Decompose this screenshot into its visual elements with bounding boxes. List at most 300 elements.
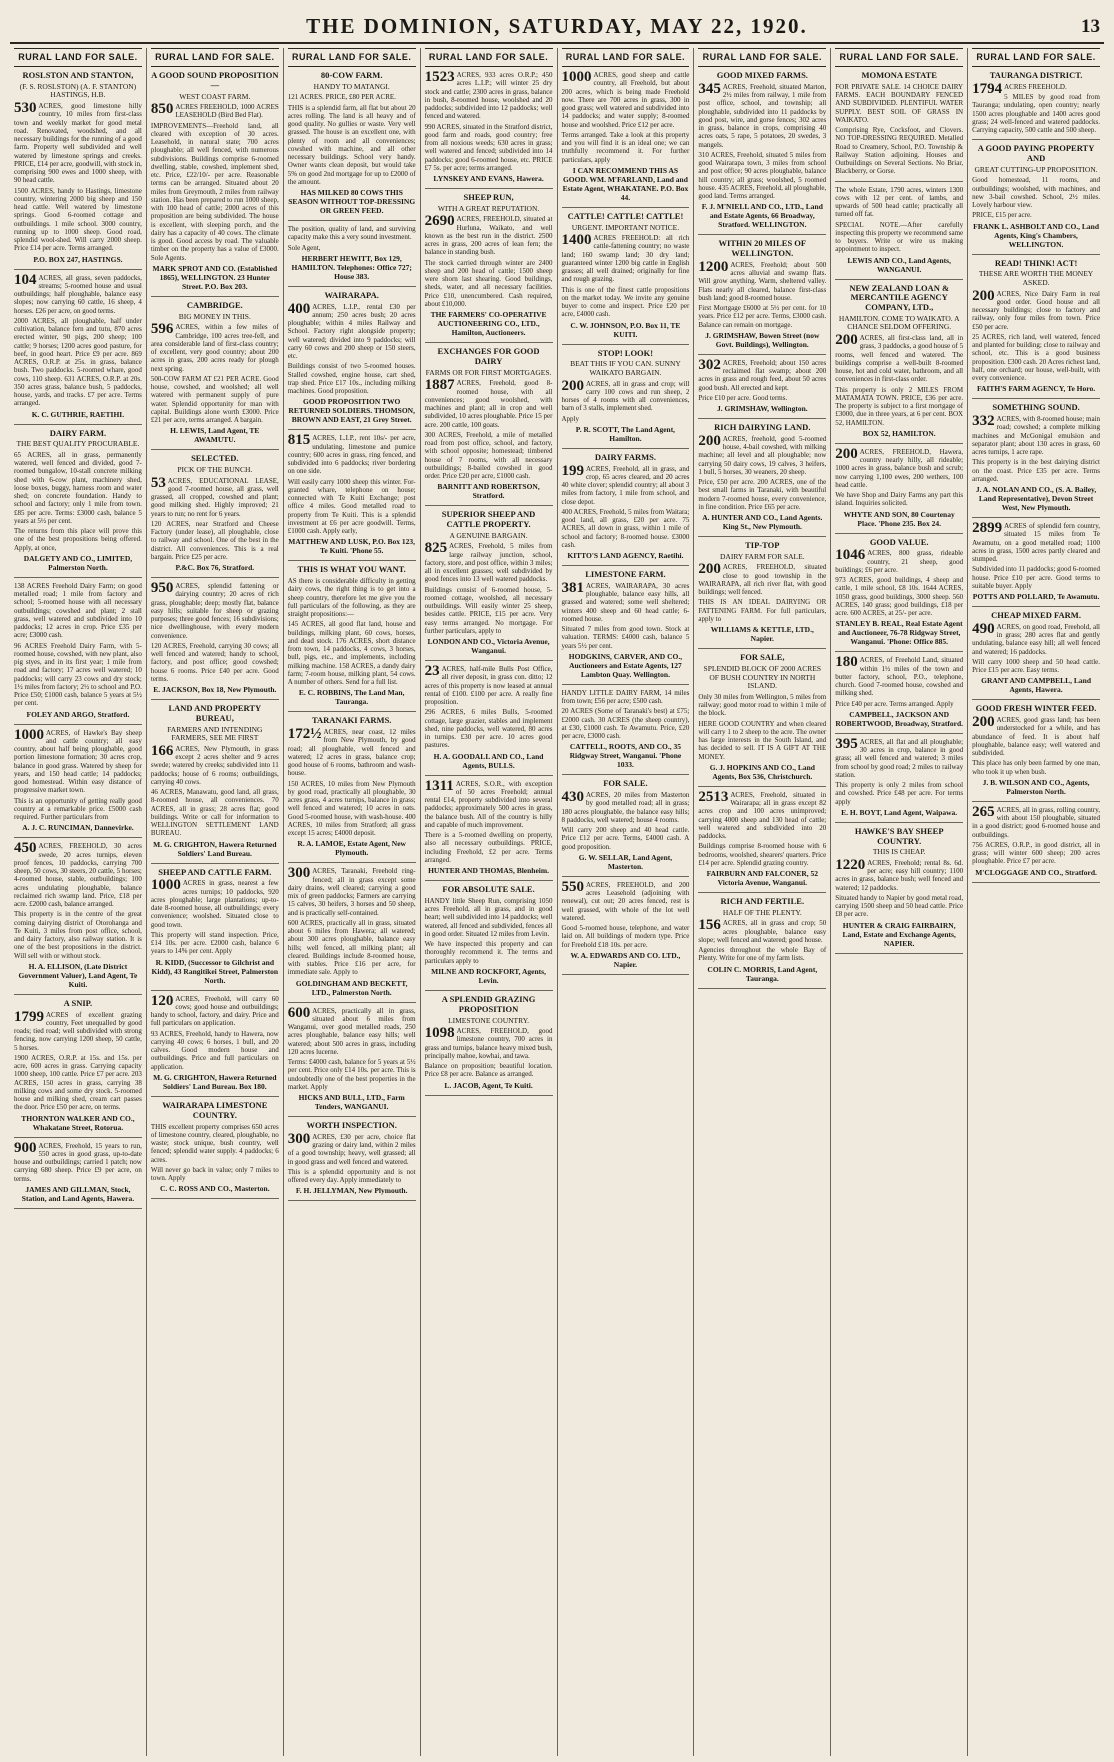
ad-lead	[698, 258, 827, 302]
ad-lead	[151, 582, 279, 640]
ad-agent-signature: HUNTER & CRAIG FAIRBAIRN, Land, Estate and Exchange Agents, NAPIER.	[842, 920, 956, 948]
ad-lead-text: The position, quality of land, and surviving capacity make this a very sound investment.	[287, 225, 416, 242]
classified-ad	[835, 182, 963, 280]
ad-lead	[425, 1027, 553, 1060]
ad-agent-signature: JAMES AND GILLMAN, Stock, Station, and Land Agents, Hawera.	[21, 1184, 135, 1203]
ad-heading: TIP-TOP	[745, 540, 780, 551]
classified-ad	[151, 991, 279, 1097]
ad-subheading: THESE ARE WORTH THE MONEY ASKED.	[978, 269, 1094, 288]
acreage-number: 332	[972, 413, 995, 430]
ad-lead-text: ACRES, within a few miles of Cambridge, 100 acres tree-fell, and area considerable land of first-class country; of excellent, very good country; about 200 acres in grass, 200 acres ready for plough next spring.	[150, 323, 279, 373]
ad-body: Terms arranged. Take a look at this property and you will find it is an ideal one; we can truthfully recommend it. For further particulars, apply	[561, 130, 690, 164]
ad-body: 2000 ACRES, all ploughable, half under cultivation, balance fern and tutu, 870 acres erected winter, 90 pigs, 200 sheep; 100 cattle; 9 horses; 1200 acres good pasture, for beef, in good heart. Price £9 per acre. 869 ACRES, O.R.P. at 25s. in grass, balance bush. Two paddocks. 5-roomed whare, good cows, 110 sheep. 631 ACRES, O.R.P. at 20s. 350 acres grass, balance bush, 5 paddocks, house, yards, and tracks. £7 per acre. Terms arranged.	[14, 316, 142, 408]
ad-body: Good 5-roomed house, telephone, and water laid on. All buildings of modern type. Price for Freehold £18 10s. per acre.	[561, 924, 690, 949]
ad-subheading: WEST COAST FARM.	[179, 91, 251, 101]
ad-lead-text: ACRES, FREEHOLD, situated close to good township in the WAIRARAPA, all rich river flat, with good buildings; well fenced.	[698, 563, 827, 597]
ad-agent-signature: K. C. GUTHRIE, RAETIHI.	[31, 409, 125, 419]
acreage-number: 200	[972, 287, 995, 304]
ad-body: Will never go back in value; only 7 miles to town. Apply	[150, 1165, 279, 1183]
ad-body: 1900 ACRES, O.R.P. at 15s. and 15s. per acre, 600 acres in grass. Carrying capacity 1000 sheep, 100 cattle. Price £7 per acre. 203 ACRES, 150 acres in grass, carrying 38 milking cows and some dry stock. 5-roomed house and milking shed, cream cart passes the door. Price £50 per acre, on terms.	[14, 1053, 142, 1112]
classified-ad	[425, 506, 553, 661]
ad-lead	[562, 791, 690, 824]
ad-lead	[150, 742, 279, 786]
ad-subheading: THIS IS CHEAP.	[872, 847, 926, 857]
ad-lead	[698, 693, 826, 718]
section-label: RURAL LAND FOR SALE.	[972, 48, 1100, 67]
acreage-number: 950	[150, 580, 174, 597]
classified-ad	[14, 67, 142, 270]
ad-lead	[151, 323, 279, 373]
ad-heading: WAIRARAPA LIMESTONE COUNTRY.	[162, 1099, 268, 1120]
ad-lead	[835, 186, 963, 219]
page-title: THE DOMINION, SATURDAY, MAY 22, 1920.	[306, 14, 808, 38]
acreage-number: 2899	[972, 520, 1003, 537]
classified-ad	[288, 221, 416, 287]
column-6	[693, 48, 830, 1756]
ad-heading: HAWKE'S BAY SHEEP COUNTRY.	[854, 825, 944, 846]
ad-lead	[972, 803, 1100, 839]
ad-lead-text: ACRES, all in grass and crop; will carry 100 cows and run sheep, 2 horses of 4 rooms with all conveniences, barn of 3 stalls, implement shed.	[561, 379, 690, 413]
ad-subheading: SPLENDID BLOCK OF 2000 ACRES OF BUSH COUNTRY IN NORTH ISLAND.	[703, 663, 822, 691]
ad-heading: WAIRARAPA.	[324, 289, 379, 300]
classified-ad	[288, 287, 416, 431]
ad-body: 25 ACRES, rich land, well watered, fenced and planted for building; close to railway and school, etc. This is a good business proposition. £300 cash. 20 Acres richest land, half, one orchard; our house, well-built, with every convenience.	[972, 332, 1100, 383]
acreage-number: 1000	[14, 726, 44, 743]
ad-lead-text: ACRES, £30 per acre, choice flat grazing or dairy land, within 2 miles of a good township; heavy, well grassed; all in good grass and well fenced and watered.	[287, 1132, 416, 1166]
ad-agent-signature: GRANT AND CAMPBELL, Land Agents, Hawera.	[981, 676, 1091, 695]
ad-lead	[972, 620, 1100, 656]
ad-lead-text: ACRES, Freehold, 15 years to run, 550 acres in good grass, up-to-date house and outbuildings; carried 1 patch; now carrying 680 sheep. Price £9 per acre, on terms.	[14, 1141, 142, 1183]
ad-lead-text: ACRES, FREEHOLD, 30 acres swede, 20 acres turnips, eleven proof fences, 10 paddocks, carrying 700 sheep, 50 cows, 30 steers, 20 cattle, 5 horses; 4-roomed house, stable, outbuildings; 100 acres undulating ploughable, balance reclaimed rich swamp land. Price, £18 per acre. £2000 cash, balance arranged.	[14, 842, 142, 909]
ad-heading: GOOD MIXED FARMS.	[716, 70, 808, 80]
ad-body: There is a 5-roomed dwelling on property, also all necessary outbuildings. PRICE, including Freehold, £2 per acre. Terms arranged.	[424, 831, 553, 864]
acreage-number: 430	[561, 789, 584, 806]
ad-lead	[835, 83, 963, 124]
ad-lead	[150, 992, 279, 1028]
ad-lead-text: ACRES, Freehold; rental 8s. 6d. per acre; easy hill country; 1100 acres in grass, balance bush; well fenced and watered; 12 paddocks.	[835, 858, 964, 892]
ad-lead	[562, 234, 690, 284]
ad-heading: WORTH INSPECTION.	[306, 1120, 397, 1131]
ad-lead-text: ACRES, near coast, 12 miles from New Plymouth, by good road; all ploughable, well fenced and watered; 12 acres in grass, balance crop; good house of 6 rooms, bathroom and wash-house.	[287, 728, 416, 778]
ad-agent-signature: MARK SPROT AND CO. (Established 1865), WELLINGTON. 23 Hunter Street. P.O. Box 203.	[152, 263, 278, 291]
classified-ad	[288, 712, 416, 863]
classified-ad	[14, 270, 142, 425]
ad-lead-text: FOR PRIVATE SALE. 14 CHOICE DAIRY FARMS. EACH BOUNDARY FENCED AND SUBDIVIDED. PLENTIFUL WATER SUPPLY. BEST SOIL OF GRASS IN WAIKATO.	[835, 82, 964, 124]
ad-lead	[425, 379, 553, 429]
ad-lead-text: ACRES, FREEHOLD, good limestone country, 700 acres in grass and turnips, balance heavy mixed bush, principally mahoe, kowhai, and tawa.	[424, 1027, 553, 1060]
classified-ad	[14, 578, 142, 725]
ad-agent-signature: I CAN RECOMMEND THIS AS GOOD. WM. M'FARLAND, Land and Estate Agent, WHAKATANE. P.O. Box 44.	[562, 165, 689, 202]
ad-lead-text: ACRES, FREEHOLD, Hawera, country nearly hilly, all rideable; 1000 acres in grass, balance bush and scrub; now carrying 1,100 ewes, 200 wethers, 100 head cattle.	[835, 447, 964, 489]
ad-heading: EXCHANGES FOR GOOD DAIRY	[437, 346, 540, 366]
ad-agent-signature: A. J. C. RUNCIMAN, Dannevirke.	[22, 823, 134, 833]
ad-agent-signature: FOLEY AND ARGO, Stratford.	[26, 709, 130, 719]
ad-lead-text: Good homestead, 11 rooms, and outbuildings; woolshed, with machines, and new 3-bail cowshed. School, 2½ miles. Lovely harbour view.	[972, 176, 1100, 210]
classified-ad	[562, 208, 690, 345]
acreage-number: 1000	[150, 877, 181, 894]
ad-lead	[424, 777, 553, 830]
ad-lead-text: Only 30 miles from Wellington, 5 miles from railway; good motor road to within 1 mile of the block.	[698, 692, 827, 718]
ad-lead	[698, 788, 827, 841]
ad-lead-text: ACRES FREEHOLD.	[1004, 82, 1067, 91]
ad-heading: FOR SALE,	[740, 652, 785, 663]
ad-body: 500-COW FARM AT £21 PER ACRE. Good house, cowshed, and woolshed; all well watered with permanent supply of pure water. Splendid opportunity for man with capital. Buildings alone worth £3000. Price £21 per acre, terms arranged. A bargain.	[150, 374, 279, 425]
ad-body: 145 ACRES, all good flat land, house and buildings, milking plant, 60 cows, horses, and dead stock. 176 ACRES, short distance from town, 14 paddocks, 4 cows, 3 horses, bull, pigs, etc., and implements, including milking machine. 158 ACRES, a dandy dairy farm; 7-room house, milking plant, 54 cows. A number of others. Send for a full list.	[287, 620, 416, 687]
ad-body: This property is only 2 MILES FROM MATAMATA TOWN. PRICE, £36 per acre. The property is subject to a first mortgage of £3000, due in three years, at 6 per cent. BOX 52, HAMILTON.	[835, 385, 964, 427]
ad-lead	[425, 542, 553, 583]
ad-agent-signature: KITTO'S LAND AGENCY, Raetihi.	[567, 551, 684, 561]
ad-lead	[14, 451, 142, 525]
ad-lead-text: 65 ACRES, all in grass, permanently watered, well fenced and divided, good 7-roomed bungalow, 10-stall concrete milking shed with 6-cow plant, machinery shed, loose boxes, buggy, harness room and water shed; on concrete foundation. Handy to school and factory; only 1 mile from town. £85 per acre. Terms: £3000 cash, balance 5 years at 5½ per cent.	[14, 450, 142, 525]
ad-lead-text: ACRES, FREEHOLD, situated at Hurluna, Waikato, and well known as the best run in the district. 2500 acres in grass, 200 acres of lean fern; the balance in standing bush.	[424, 215, 553, 257]
ad-body: 46 ACRES, Manawatu, good land, all grass, 8-roomed house, all conveniences. 70 ACRES, all in grass; 28 acres flat; good buildings. Write or call for information to WELLINGTON SETTLEMENT LAND BUREAU.	[150, 788, 279, 838]
ad-lead	[151, 879, 279, 929]
acreage-number: 850	[150, 101, 174, 118]
ad-agent-signature: F. H. JELLYMAN, New Plymouth.	[295, 1186, 408, 1196]
ad-agent-signature: J. A. NOLAN AND CO., (S. A. Bailey, Land Representative), Devon Street West, New Plymouth.	[975, 485, 1097, 513]
ad-lead-text: ACRES, Freehold, 5 miles from large railway junction, school, factory, store, and post office, within 3 miles; all in excellent grasses; well subdivided by good fences into 13 well watered paddocks.	[424, 542, 553, 584]
ad-body: Agencies throughout the whole Bay of Plenty. Write for one of my farm lists.	[698, 946, 827, 963]
classified-ad	[425, 881, 553, 991]
ad-lead	[972, 716, 1100, 757]
ad-body: Terms: £4000 cash, balance for 5 years at 5½ per cent. Price only £14 10s. per acre. This is undoubtedly one of the best properties in the market. Apply	[287, 1058, 416, 1091]
acreage-number: 345	[698, 80, 721, 97]
ad-subheading: HAMILTON. COME TO WAIKATO. A CHANCE SELDOM OFFERING.	[838, 313, 960, 332]
classified-ad	[972, 607, 1100, 700]
ad-lead	[562, 689, 690, 706]
ad-body: Balance on proposition; beautiful location. Price £8 per acre. Balance as arranged.	[424, 1062, 553, 1079]
classified-ad	[14, 1138, 142, 1209]
ad-agent-signature: J. B. WILSON AND CO., Agents, Palmerston North.	[982, 777, 1090, 796]
ad-lead-text: ACRES, Freehold, all in grass, and crop, 65 acres cleared, and 20 acres 40 white clover; splendid country; all about 3 miles from factory, 1 mile from school, and close depot.	[561, 464, 690, 506]
ad-lead	[288, 867, 416, 917]
ad-heading: LAND AND PROPERTY BUREAU,	[168, 703, 262, 723]
acreage-number: 395	[835, 735, 858, 752]
classified-ad	[835, 444, 963, 534]
ad-body: HERE GOOD COUNTRY and when cleared will carry 1 to 2 sheep to the acre. The owner has large interests in the South Island, and has decided to sell. IT IS A GIFT AT THE MONEY.	[698, 719, 827, 761]
column-7	[830, 48, 967, 1756]
ad-body: 973 ACRES, good buildings, 4 sheep and cattle, 1 mile school, £8 10s. 1644 ACRES, 1050 grass, good buildings, 3000 sheep. 560 ACRES, 140 grass; good buildings, £18 per acre. 600 ACRES, at 25/- per acre.	[835, 576, 964, 618]
ad-lead	[835, 334, 963, 384]
ad-lead	[561, 377, 690, 413]
ad-heading: A GOOD SOUND PROPOSITION—	[151, 70, 279, 90]
acreage-number: 172½	[287, 726, 322, 743]
classified-ad	[151, 578, 279, 700]
acreage-number: 1098	[424, 1025, 455, 1042]
acreage-number: 1200	[698, 258, 729, 275]
ad-body: Sole Agent,	[287, 243, 321, 252]
ad-lead-text: ACRES, 20 miles from Masterton by good metalled road; all in grass; 180 acres ploughable, the balance easy hills; 8 paddocks, well watered; house 4 rooms.	[561, 791, 690, 824]
ad-body: Will carry 1000 sheep and 50 head cattle. Price £15 per acre. Easy terms.	[972, 657, 1100, 675]
ad-body: 756 ACRES, O.R.P., in good district, all in grass; will winter 600 sheep; 200 acres ploughable. Price £7 per acre.	[972, 840, 1100, 866]
classified-ad	[698, 649, 826, 787]
ad-lead-text: HANDY LITTLE DAIRY FARM, 14 miles from town; £56 per acre; £500 cash.	[561, 688, 690, 706]
ad-lead-text: ACRES, on good road, Freehold, all in grass; 280 acres flat and gently undulating, balance easy hill; all well fenced and watered; 16 paddocks.	[972, 622, 1100, 656]
ad-agent-signature: LEWIS AND CO., Land Agents, WANGANUI.	[847, 255, 951, 274]
ad-lead-text: ACRES, Freehold; about 150 acres reclaimed flat swamp; about 200 acres in grass and rough feed, about 50 acres good bush. All erected and kept.	[698, 358, 827, 392]
ad-agent-signature: R. A. LAMOE, Estate Agent, New Plymouth.	[297, 839, 406, 858]
classified-ad	[425, 343, 553, 506]
ad-lead-text: ACRES FREEHOLD: all rich cattle-fattening country; no waste land; 160 swamp land; 30 dry land; guaranteed winter 1200 big cattle in English grasses; all well drained; originally for fine and rough grazing.	[561, 234, 690, 284]
ad-lead	[835, 656, 963, 697]
ad-body: We have inspected this property and can thoroughly recommend it. The terms and particulars apply to	[424, 940, 553, 965]
ad-lead-text: ACRES, Freehold, will carry 60 cows; good house and outbuildings; handy to school, factory, and dairy. Price and full particulars on application.	[150, 994, 279, 1028]
ad-body: This is one of the finest cattle propositions on the market today. We invite any genuine buyer to come and inspect. Price £20 per acre, £4000 cash.	[561, 285, 690, 319]
ad-lead-text: ACRES, L.I.P., rent 10s/- per acre, undulating, limestone and pumice country; 600 acres in grass, ring fenced, and subdivided into 6 paddocks; river bordering on one side.	[287, 434, 416, 476]
masthead	[10, 14, 1104, 44]
ad-agent-signature: THE FARMERS' CO-OPERATIVE AUCTIONEERING CO., LTD., Hamilton, Auctioneers.	[430, 310, 547, 338]
ad-heading: SELECTED.	[191, 453, 239, 464]
ad-lead-text: ACRES, good limestone hilly country, 10 miles from first-class town and weekly market for good metal road. Renovated, woodshed, and all necessary buildings for the running of a good farm. Property well subdivided and well watered by limestone springs and creeks. PRICE, £14 per acre, goodwill, with stock in, comprising 900 ewes and 1000 sheep, with 90 head cattle.	[14, 102, 142, 185]
ad-agent-signature: A. HUNTER AND CO., Land Agents. King St., New Plymouth.	[702, 513, 823, 532]
ad-agent-signature: STANLEY B. REAL, Real Estate Agent and Auctioneer, 76-78 Ridgway Street, Wanganui. 'Phone: Office 885.	[835, 619, 963, 647]
ad-agent-signature: M. G. CRIGHTON, Hawera Returned Soldiers' Land Bureau. Box 180.	[153, 1072, 277, 1091]
ad-lead-text: AS there is considerable difficulty in getting dairy cows, the right thing is to get into a sheep country, therefore let me give you the full particulars of the following, as they are straight propositions:—	[287, 577, 416, 619]
ad-subheading: A GENUINE BARGAIN.	[449, 530, 528, 540]
ad-heading: READ! THINK! ACT!	[994, 257, 1078, 268]
ad-lead-text: ACRES, Freehold, situated in Wairarapa; all in grass except 82 acres crop and 100 acres unimproved; carrying 4000 sheep and 130 head of cattle; well watered and subdivided into 20 paddocks.	[698, 790, 827, 841]
acreage-number: 1220	[835, 856, 866, 873]
classified-ad	[14, 838, 142, 995]
ad-agent-signature: FAITH'S FARM AGENCY, Te Horo.	[977, 384, 1096, 394]
ad-lead	[288, 434, 416, 475]
ad-lead	[698, 563, 826, 596]
ad-subheading: THE BEST QUALITY PROCURABLE.	[16, 439, 140, 449]
ad-heading: LIMESTONE FARM.	[585, 569, 666, 580]
classified-ad	[972, 518, 1100, 607]
ad-body: This property is only 2 miles from school and cowshed. Price £48 per acre. For terms apply	[835, 781, 964, 806]
ad-lead-text: ACRES, L.I.P., rental £30 per annum; 250 acres bush; 20 acres ploughable; within 4 miles Railway and School. Factory right alongside property; well watered; divided into 9 paddocks; will carry 60 cows and 200 sheep or 150 steers, etc.	[287, 302, 416, 361]
ad-lead	[425, 897, 553, 938]
acreage-number: 200	[698, 432, 721, 449]
ad-agent-signature: WILLIAMS & KETTLE, LTD., Napier.	[710, 625, 814, 644]
ad-subheading: LIMESTONE COUNTRY.	[448, 1015, 530, 1025]
ad-lead-text: ACRES, Freehold, situated Marton, 2½ miles from railway, 1 mile from post office, school, and township; all ploughable, subdivided into 11 paddocks by good post, wire, and gorse fences; 302 acres in grass, balance in crops, comprising 40 acres oats, 5 rape, 5 potatoes, 20 swedes, 3 mangels.	[698, 82, 827, 149]
ad-subheading: BEAT THIS IF YOU CAN. SUNNY WAIKATO BARGAIN.	[570, 359, 681, 378]
classified-ad	[972, 802, 1100, 883]
classified-ad	[425, 661, 553, 776]
ad-lead-text: ACRES FREEHOLD, 1000 ACRES LEASEHOLD (Bird Bed Flat).	[175, 103, 279, 120]
ad-lead	[14, 271, 142, 315]
ad-body: Buildings consist of two 5-roomed houses. Stalled cowshed, engine house, cart shed, trap shed. Price £17 10s., including milking machines. Good proposition.	[287, 362, 416, 396]
classified-ad	[835, 280, 963, 444]
ad-lead-text: ACRES of splendid fern country, situated 15 miles from Te Awamutu, on a good metalled road; 1100 acres in grass, 1500 acres partly cleared and stumped.	[972, 522, 1100, 564]
ad-agent-signature: P.O. BOX 247, HASTINGS.	[33, 254, 123, 264]
classified-ad	[288, 561, 416, 712]
page-number: 13	[1081, 16, 1100, 37]
ad-agent-signature: HERBERT HEWITT, Box 129, HAMILTON. Telephones: Office 727; House 383.	[291, 253, 412, 281]
ad-lead-text: ACRES, of Hawke's Bay sheep and cattle country; all easy country, about half being ploughable, good portion limestone formation; 30 acres crop, balance in good grass. Watered by sheep for years, and 150 head cattle; 14 paddocks; good homestead. Within easy distance of progressive market town.	[14, 728, 142, 795]
ad-lead-text: ACRES, 800 grass, rideable country, 21 sheep, good buildings; £6 per acre.	[835, 549, 964, 574]
ad-body: THIS is a splendid farm, all flat but about 20 acres rolling. The land is all heavy and of good quality. No gullies or waste. Very well grassed. The house is an excellent one, with plenty of room and all conveniences; cowshed with machine, and all other necessary buildings. School very handy. Owner wants clean deposit, but would take 5% on good 2nd mortgage for up to £2000 of the amount.	[287, 103, 416, 186]
classified-ad	[288, 863, 416, 1002]
acreage-number: 550	[561, 878, 584, 895]
ad-heading: SHEEP RUN,	[463, 192, 514, 202]
ad-body: Will carry 200 sheep and 40 head cattle. Price £12 per acre. Terms, £4000 cash. A good proposition.	[561, 826, 690, 851]
ad-lead	[972, 522, 1100, 563]
acreage-number: 53	[150, 474, 166, 491]
acreage-number: 23	[424, 663, 440, 680]
ad-heading: A GOOD PAYING PROPERTY AND	[977, 143, 1095, 164]
classified-ad	[562, 449, 690, 566]
ad-body: 400 ACRES, Freehold, 5 miles from Waitara; good land, all grass, £20 per acre. 75 ACRES, all down in grass, within 1 mile of school and factory; 8-roomed house. £3000 cash.	[561, 507, 690, 549]
ad-body: Comprising Rye, Cocksfoot, and Clovers. NO TOP-DRESSING REQUIRED. Metalled Road to Creamery, School, P.O. Township & Railway Station adjoining. Houses and Outbuildings on Several Sections. No Briar, Blackberry, or Gorse.	[835, 126, 964, 176]
ad-lead-text: ACRES in grass, nearest a few acres turnips; 10 paddocks, 920 acres ploughable; large plantations; up-to-date 8-roomed house, all outbuildings; every convenience; woolshed. Situated close to good town.	[150, 879, 279, 929]
classified-ad	[698, 235, 826, 355]
section-label: RURAL LAND FOR SALE.	[14, 48, 142, 67]
ad-lead	[150, 474, 279, 518]
section-label: RURAL LAND FOR SALE.	[288, 48, 416, 67]
ad-agent-signature: P. R. SCOTT, The Land Agent, Hamilton.	[575, 424, 676, 443]
ad-body: 1500 ACRES, handy to Hastings, limestone country, wintering 2000 big sheep and 150 head cattle. Well watered by limestone springs. Good 6-roomed cottage and outbuildings. 1 mile school. 3000 country, running up to 1000 sheep. Good road, splendid wool-shed. Will carry 2000 sheep. Price £14 per acre. Terms arranged.	[14, 186, 142, 253]
ad-agent-signature: BARNITT AND ROBERTSON, Stratford.	[437, 482, 540, 501]
ad-lead-text: HANDY little Sheep Run, comprising 1050 acres Freehold, all in grass, and in good heart; well subdivided into 14 paddocks; well watered, all fenced and subdivided, fences all in good order. Situated 12 miles from Levin.	[424, 896, 553, 938]
ad-lead	[14, 1008, 142, 1052]
acreage-number: 200	[835, 332, 858, 349]
column-2	[146, 48, 283, 1756]
ad-lead	[425, 215, 553, 256]
ad-agent-signature: THORNTON WALKER AND CO., Whakatane Street, Rotorua.	[21, 1113, 135, 1132]
acreage-number: 381	[561, 579, 584, 596]
ad-lead	[835, 445, 964, 489]
ad-agent-signature: CAMPBELL, JACKSON AND ROBERTWOOD, Broadway, Stratford.	[835, 709, 964, 728]
ad-body: 990 ACRES, situated in the Stratford district, good farm and roads, good country; free from all noxious weeds; 630 acres in grass; well watered and fenced; subdivided into 14 paddocks; good 6-roomed house, etc. PRICE £7 5s. per acre; terms arranged.	[424, 122, 553, 172]
ad-body: 300 ACRES, Freehold, a mile of metalled road from post office, school, and factory, with school opposite; homestead; timbered house of 7 rooms, with all necessary outbuildings; 8-bailed cowshed in good order. Price £20 per acre, £1000 cash.	[424, 430, 553, 481]
ad-lead	[14, 102, 142, 185]
classified-ad	[972, 255, 1100, 400]
acreage-number: 200	[698, 561, 721, 578]
ad-agent-signature: E. H. BOYT, Land Agent, Waipawa.	[841, 807, 958, 817]
ad-heading: RICH DAIRYING LAND.	[714, 422, 811, 433]
classified-ad	[14, 425, 142, 578]
ad-agent-signature: CATTELL, ROOTS, AND CO., 35 Ridgway Street, Wanganui. 'Phone 1033.	[569, 742, 682, 770]
classified-ad	[288, 1117, 416, 1201]
classified-ad	[562, 345, 690, 449]
acreage-number: 200	[972, 714, 995, 731]
ad-lead	[972, 287, 1100, 331]
acreage-number: 490	[972, 620, 995, 637]
classified-ad	[562, 566, 690, 685]
section-label: RURAL LAND FOR SALE.	[835, 48, 963, 67]
classified-ad	[835, 652, 963, 734]
ad-lead-text: ACRES, of Freehold Land, situated within 1½ miles of the town and butter factory, school, P.O., telephone, church. Good 7-roomed house, cowshed and milking shed.	[835, 656, 964, 698]
ad-lead	[835, 735, 964, 779]
ad-agent-signature: P.&C. Box 76, Stratford.	[175, 563, 255, 573]
ad-body: Situated handy to Napier by good metal road, carrying 1500 sheep and 50 head cattle. Price £8 per acre.	[835, 893, 964, 919]
acreage-number: 1799	[14, 1008, 44, 1025]
ad-agent-signature: HICKS AND BULL, LTD., Farm Tenders, WANGANUI.	[298, 1093, 405, 1112]
ad-lead-text: ACRES, 933 acres O.R.P.; 450 acres L.I.P.; will winter 25 dry stock and cattle; 2300 acres in grass, balance in bush, 8-roomed house, woolshed and 20 paddocks; subdivided into 12 paddocks; well fenced and watered.	[424, 71, 553, 121]
ad-agent-signature: H. A. ELLISON, (Late District Government Valuer), Land Agent, Te Kuiti.	[18, 961, 138, 989]
acreage-number: 166	[150, 742, 174, 759]
ad-agent-signature: G. J. HOPKINS AND CO., Land Agents, Box 536, Christchurch.	[709, 762, 815, 781]
ad-agent-signature: M. G. CRIGHTON, Hawera Returned Soldiers' Land Bureau.	[153, 839, 277, 858]
ad-lead	[14, 726, 142, 795]
ad-subheading: FARMS OR FOR FIRST MORTGAGES.	[425, 367, 552, 377]
ad-agent-signature: J. GRIMSHAW, Bowen Street (now Govt. Buildings), Wellington.	[705, 330, 820, 349]
classified-ad	[151, 1097, 279, 1199]
column-5	[557, 48, 694, 1756]
ad-lead-text: 138 ACRES Freehold Dairy Farm; on good metalled road; 1 mile from factory and school; 5-roomed house with all necessary outbuildings; cowshed and plant; 2 stall grass, well watered and subdivided into 10 paddocks; 12 acres in crop. Price £35 per acre; £3000 cash.	[14, 581, 142, 640]
ad-lead	[288, 577, 416, 618]
ad-lead	[835, 856, 964, 892]
ad-agent-signature: WHYTE AND SON, 80 Courtenay Place. 'Phone 235. Box 24.	[843, 509, 955, 528]
classified-ad	[835, 734, 963, 823]
classified-ad	[288, 430, 416, 561]
ad-lead	[14, 1139, 142, 1183]
ad-lead	[835, 549, 963, 574]
classified-ad	[151, 67, 279, 297]
classified-ad	[425, 189, 553, 343]
ad-heading: RICH AND FERTILE.	[720, 896, 805, 907]
ad-lead	[288, 728, 416, 778]
ad-body: Price £40 per acre. Terms arranged. Apply	[835, 699, 954, 708]
ad-lead	[561, 878, 690, 922]
ad-heading: WITHIN 20 MILES OF WELLINGTON.	[718, 238, 807, 259]
classified-ad	[562, 775, 690, 877]
ad-agent-signature: MILNE AND ROCKFORT, Agents, Levin.	[431, 966, 546, 985]
ad-heading: SHEEP AND CATTLE FARM.	[158, 866, 272, 877]
ad-body: Price, £50 per acre. 200 ACRES, one of the best small farms in Taranaki, with beautiful modern 7-roomed house, every convenience, in fine condition. Price £65 per acre.	[698, 478, 827, 511]
column-8	[967, 48, 1104, 1756]
ad-subheading: URGENT. IMPORTANT NOTICE.	[571, 222, 680, 232]
ad-lead	[425, 71, 553, 121]
ad-body: 150 ACRES, 10 miles from New Plymouth by good road, practically all ploughable, 30 acres grass, 4 acres turnips, balance in grass; well fenced and watered; 10 acres in oats. Good 5-roomed house, with wash-house. 400 ACRES, 10 miles from Stratford; all grass except 15 acres; £4000 deposit.	[287, 779, 416, 838]
ad-body: We have Shop and Dairy Farms any part this island. Inquiries solicited.	[835, 491, 964, 508]
ad-body: First Mortgage £6000 at 5½ per cent. for 10 years. Price £12 per acre. Terms, £3000 cash. Balance can remain on mortgage.	[698, 304, 827, 329]
acreage-number: 600	[287, 1004, 311, 1021]
ad-lead	[698, 919, 826, 944]
ad-lead-text: THIS excellent property comprises 650 acres of limestone country, cleared, ploughable, no waste; stock unique, bush country, well fenced; splendid water supply. 4 paddocks; 6 acres.	[150, 1122, 279, 1164]
ad-lead-text: The whole Estate, 1790 acres, winters 1300 cows with 12 per cent. of lambs, and upwards of 500 head cattle; practically all turned off fat.	[835, 185, 964, 219]
ad-lead-text: ACRES, Taranaki, Freehold ring-fenced; all in grass except some dairy drains, well cleared; carrying a good mix of green paddocks; Farmers are carrying 15 calves, 30 heifers, 3 horses and 50 sheep, and is practically self-contained.	[287, 867, 416, 917]
ad-lead	[972, 176, 1100, 209]
ad-subheading: FARMERS AND INTENDING FARMERS, SEE ME FIRST	[167, 724, 263, 743]
classified-ad	[972, 140, 1100, 254]
classified-ad	[698, 893, 826, 989]
column-1	[10, 48, 146, 1756]
ad-lead-text: ACRES, Nice Dairy Farm in real good order. Good house and all necessary buildings; close to factory and railway, only four miles from town. Price £50 per acre.	[972, 289, 1100, 331]
ad-lead	[287, 1130, 416, 1166]
classified-ad	[14, 995, 142, 1138]
classified-ad	[835, 534, 963, 653]
acreage-number: 199	[561, 462, 584, 479]
ad-heading: MOMONA ESTATE	[861, 70, 937, 80]
ad-body: 600 ACRES, practically all in grass, situated about 6 miles from Hawera; all watered; about 300 acres ploughable, balance easy hills; well fenced, all milking plant; all cleared. Buildings include 8-roomed house, with stables. Price £16 per acre, for immediate sale. Apply to	[287, 918, 416, 977]
classified-ad	[698, 355, 826, 419]
ad-heading: FOR ABSOLUTE SALE.	[442, 884, 535, 895]
ad-lead-text: ACRES, FREEHOLD, and 200 acres Leasehold (adjoining with renewal), cut out; 20 acres fenced, rest is well grassed, with whole of the lot well watered.	[561, 880, 690, 922]
ad-lead	[287, 300, 416, 361]
classified-ad	[288, 67, 416, 221]
ad-lead-text: ACRES, Freehold, good 8-roomed house, with all conveniences; good woolshed, with machines and plant; all in crop and well subdivided, 10 acres ploughable. Price 15 per acre. 200 cattle, 100 goats.	[424, 379, 553, 429]
classified-ad	[562, 877, 690, 975]
ad-body: Situated 7 miles from good town. Stock at valuation. TERMS: £4000 cash, balance 5 years 5½ per cent.	[561, 625, 690, 650]
ad-subheading: (F. S. ROSLSTON) (A. F. STANTON) HASTINGS, H.B.	[19, 81, 137, 100]
ad-body: 5 MILES by good road from Tauranga; undulating, open country; nearly 1500 acres ploughable and 1400 acres good grass; 24 well-fenced and watered paddocks. Carrying capacity, 500 cattle and 500 sheep.	[972, 93, 1100, 135]
acreage-number: 2690	[424, 213, 455, 230]
acreage-number: 1523	[424, 69, 455, 85]
ad-lead	[698, 80, 827, 149]
ad-body: The returns from this place will prove this one of the best propositions being offered. Apply, at once,	[14, 527, 142, 552]
ad-body: Buildings comprise 8-roomed house with 6 bedrooms, woolshed, shearers' quarters. Price £14 per acre. Splendid grazing country.	[698, 842, 827, 867]
ad-heading: TARANAKI FARMS.	[311, 715, 392, 726]
ad-heading: A SNIP.	[63, 997, 93, 1008]
ad-heading: STOP! LOOK!	[597, 347, 654, 358]
ad-agent-signature: BOX 52, HAMILTON.	[862, 428, 936, 438]
ad-agent-signature: HAS MILKED 80 COWS THIS SEASON WITHOUT TOP-DRESSING OR GREEN FEED.	[288, 188, 416, 216]
ad-lead	[288, 93, 416, 101]
